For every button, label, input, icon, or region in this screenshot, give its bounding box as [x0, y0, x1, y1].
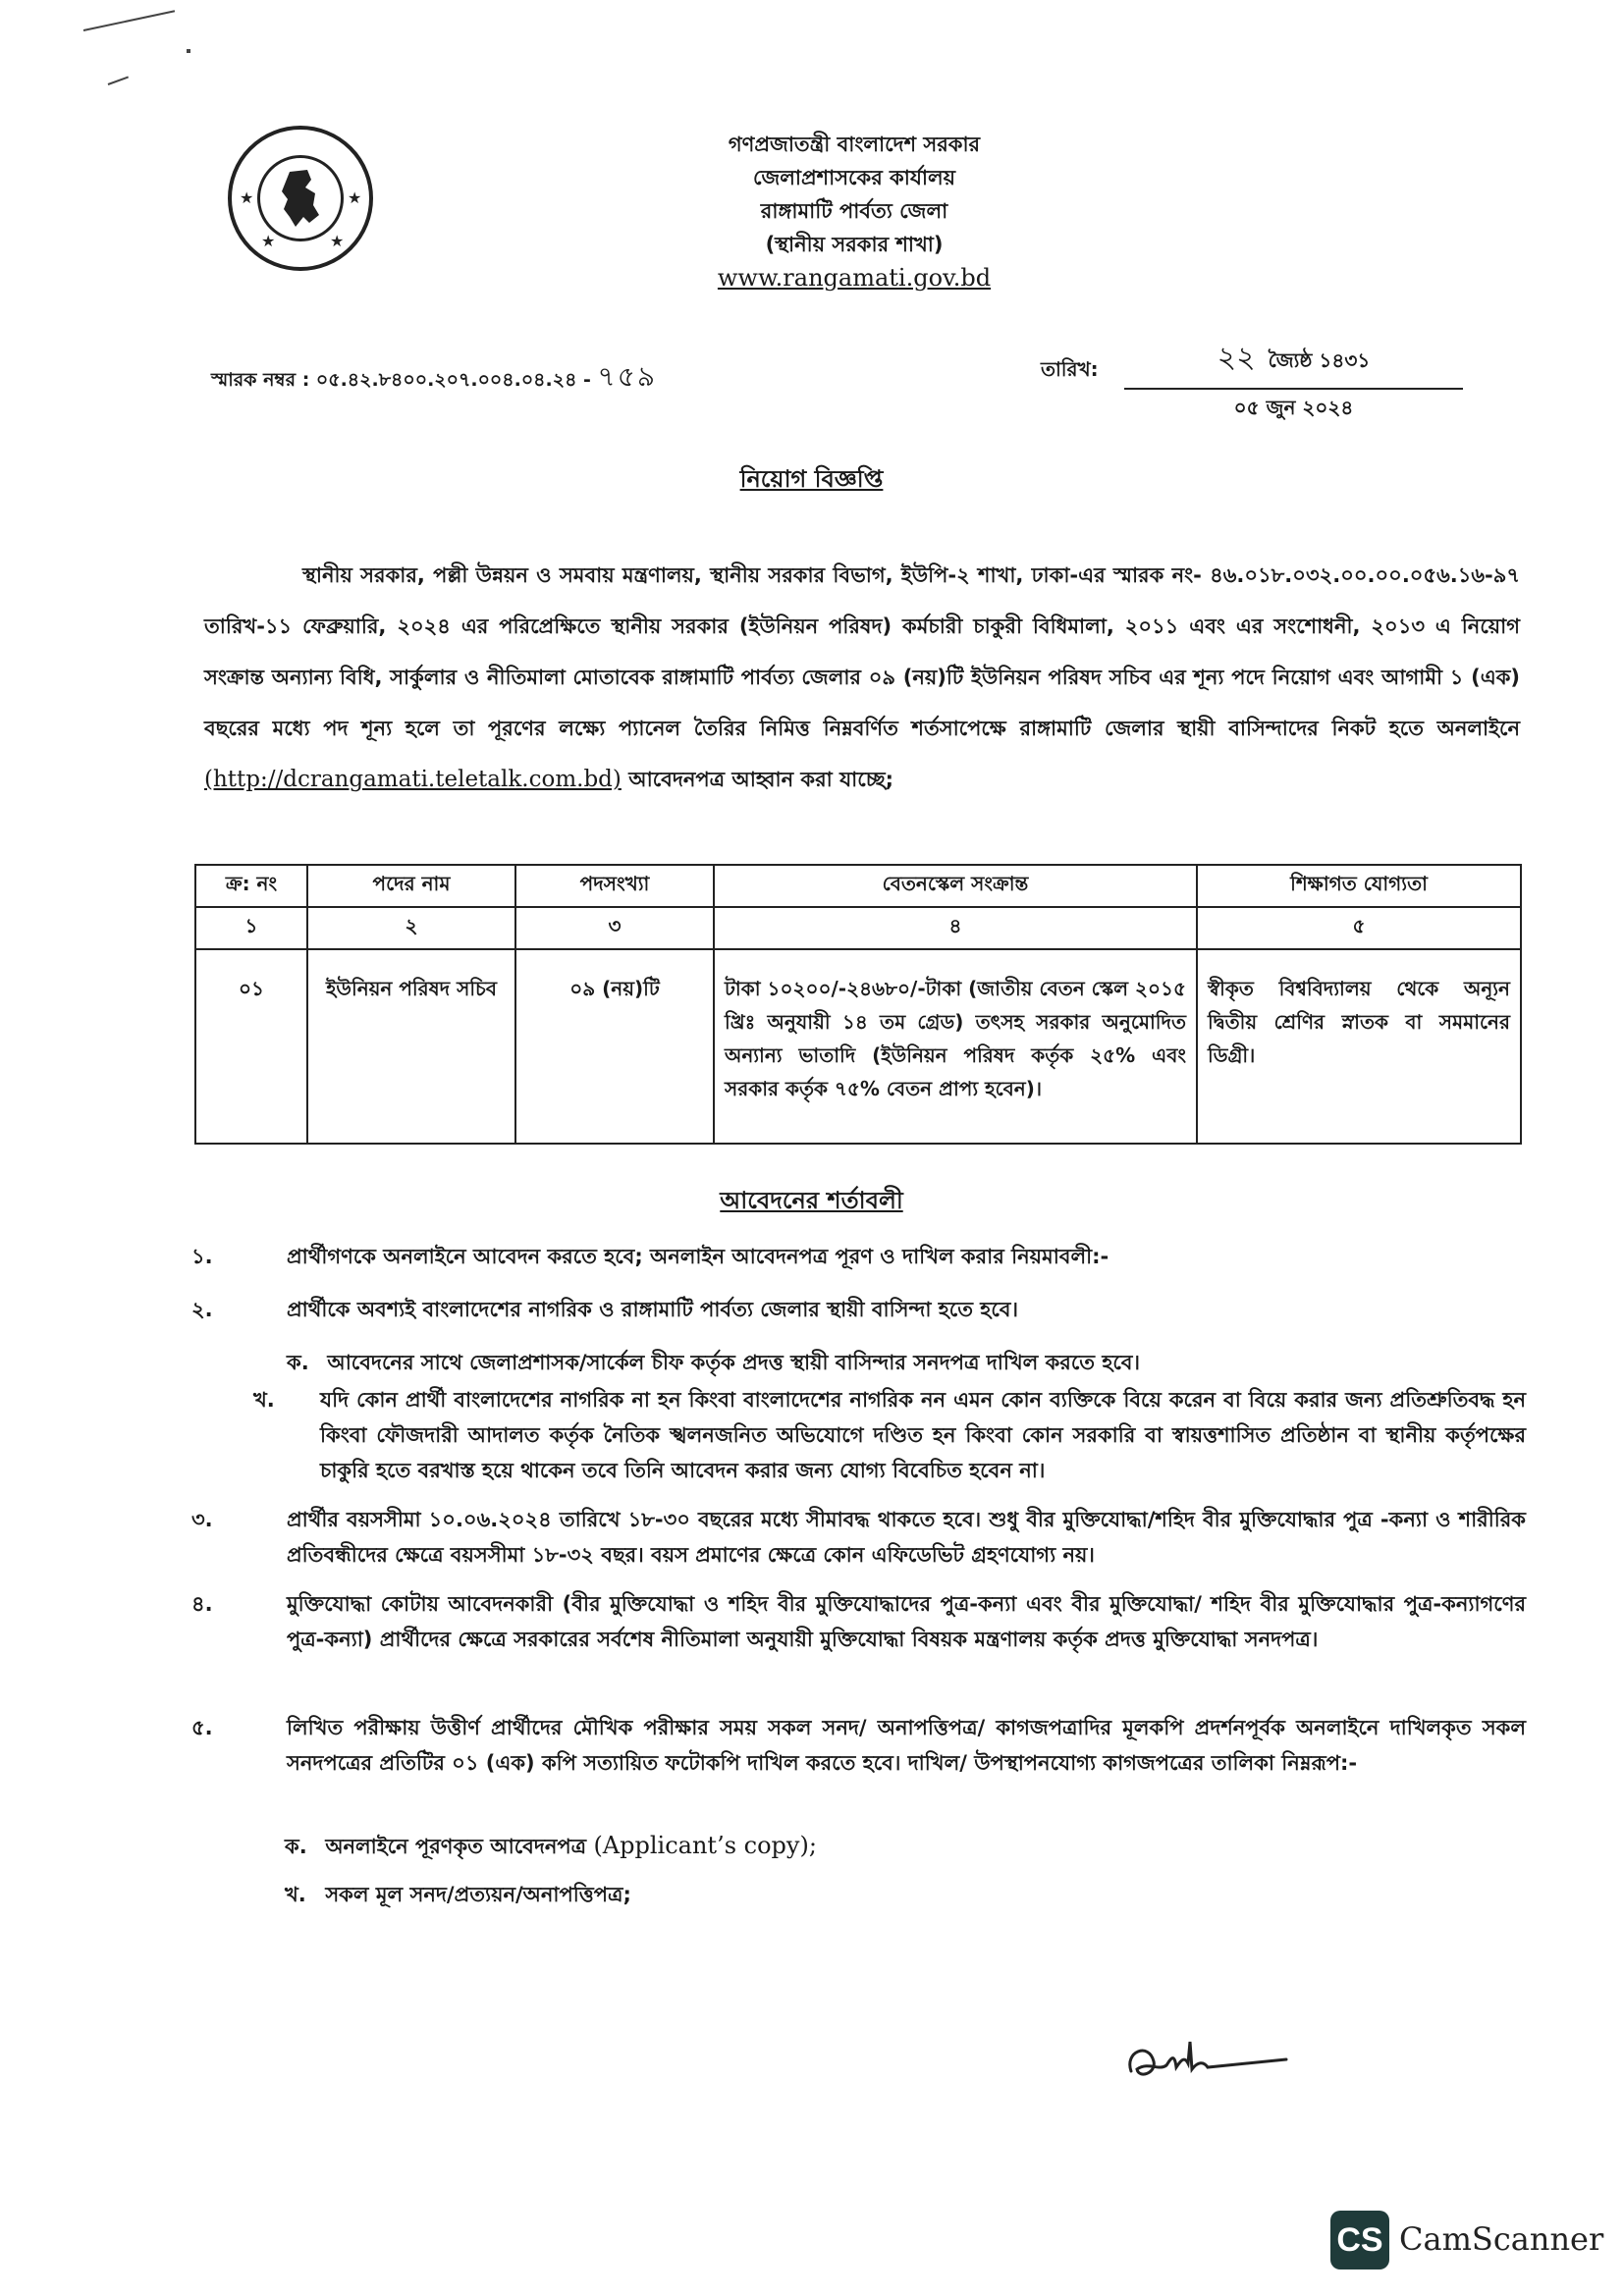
cell-salary: টাকা ১০২০০/-২৪৬৮০/-টাকা (জাতীয় বেতন স্কেল ২০১৫ খ্রিঃ অনুযায়ী ১৪ তম গ্রেড) তৎসহ সরকার অনুমোদিত অন্যান্য ভাতাদি (ইউনিয়ন পরিষদ কর্তৃক ২৫% এবং সরকার কর্তৃক ৭৫% বেতন প্রাপ্য হবেন)। [714, 949, 1197, 1144]
sub-text: সকল মূল সনদ/প্রত্যয়ন/অনাপত্তিপত্র; [325, 1883, 631, 1906]
cell-post-name: ইউনিয়ন পরিষদ সচিব [307, 949, 515, 1144]
intro-suffix: আবেদনপত্র আহ্বান করা যাচ্ছে; [628, 768, 893, 791]
sub-text: আবেদনের সাথে জেলাপ্রশাসক/সার্কেল চীফ কর্তৃক প্রদত্ত স্থায়ী বাসিন্দার সনদপত্র দাখিল করতে হবে। [327, 1351, 1140, 1374]
condition-number: ৪. [191, 1592, 213, 1616]
cell-post-count: ০৯ (নয়)টি [515, 949, 714, 1144]
header-education: শিক্ষাগত যোগ্যতা [1197, 865, 1521, 907]
sub-text: যদি কোন প্রার্থী বাংলাদেশের নাগরিক না হন কিংবা বাংলাদেশের নাগরিক নন এমন কোন ব্যক্তিকে বিয়ে করেন বা বিয়ে করার জন্য প্রতিশ্রুতিবদ্ধ হন কিংবা ফৌজদারী আদালত কর্তৃক নৈতিক স্খলনজনিত অভিযোগে দণ্ডিত হন কিংবা কোন সরকারি বা স্বায়ত্তশাসিত প্রতিষ্ঠান বা স্থানীয় কর্তৃপক্ষের চাকুরি হতে বরখাস্ত হয়ে থাকেন তবে তিনি আবেদন করার জন্য যোগ্য বিবেচিত হবেন না। [320, 1388, 1526, 1482]
sub-text: অনলাইনে পূরণকৃত আবেদনপত্র [325, 1835, 587, 1858]
condition-text: প্রার্থীগণকে অনলাইনে আবেদন করতে হবে; অনলাইন আবেদনপত্র পূরণ ও দাখিল করার নিয়মাবলী:- [287, 1245, 1109, 1268]
memo-prefix: স্মারক নম্বর : ০৫.৪২.৮৪০০.২০৭.০০৪.০৪.২৪ - [211, 369, 591, 391]
notice-title: নিয়োগ বিজ্ঞপ্তি [739, 465, 884, 493]
date-label: তারিখ: [1041, 357, 1099, 381]
sub-item [285, 1828, 1524, 1864]
header-post-count: পদসংখ্যা [515, 865, 714, 907]
condition-text: মুক্তিযোদ্ধা কোটায় আবেদনকারী (বীর মুক্তিযোদ্ধা ও শহিদ বীর মুক্তিযোদ্ধাদের পুত্র-কন্যা এবং বীর মুক্তিযোদ্ধা/ শহিদ বীর মুক্তিযোদ্ধার পুত্র-কন্যাগণের পুত্র-কন্যা) প্রার্থীদের ক্ষেত্রে সরকারের সর্বশেষ নীতিমালা অনুযায়ী মুক্তিযোদ্ধা বিষয়ক মন্ত্রণালয় কর্তৃক প্রদত্ত মুক্তিযোদ্ধা সনদপত্র। [287, 1592, 1526, 1651]
government-seal-icon [228, 126, 373, 271]
sub-label: খ. [253, 1388, 275, 1412]
scan-mark [83, 10, 175, 31]
table-header-row [195, 865, 1521, 907]
camscanner-logo-icon: CS [1330, 2211, 1389, 2269]
intro-text: স্থানীয় সরকার, পল্লী উন্নয়ন ও সমবায় মন্ত্রণালয়, স্থানীয় সরকার বিভাগ, ইউপি-২ শাখা, ঢাকা-এর স্মারক নং- ৪৬.০১৮.০৩২.০০.০০.০৫৬.১৬-৯৭ তারিখ-১১ ফেব্রুয়ারি, ২০২৪ এর পরিপ্রেক্ষিতে স্থানীয় সরকার (ইউনিয়ন পরিষদ) কর্মচারী চাকুরী বিধিমালা, ২০১১ এবং এর সংশোধনী, ২০১৩ এ নিয়োগ সংক্রান্ত অন্যান্য বিধি, সার্কুলার ও নীতিমালা মোতাবেক রাঙ্গামাটি পার্বত্য জেলার ০৯ (নয়)টি ইউনিয়ন পরিষদ সচিব এর শূন্য পদে নিয়োগ এবং আগামী ১ (এক) বছরের মধ্যে পদ শূন্য হলে তা পূরণের লক্ষ্যে প্যানেল তৈরির নিমিত্ত নিম্নবর্ণিত শর্তসাপেক্ষে রাঙ্গামাটি জেলার স্থায়ী বাসিন্দাদের নিকট হতে অনলাইনে [204, 563, 1520, 740]
sub-item [253, 1382, 1526, 1488]
condition-item [191, 1586, 1527, 1694]
star-icon: ★ [240, 188, 254, 207]
header-line-government: গণপ্রজাতন্ত্রী বাংলাদেশ সরকার [728, 133, 981, 156]
condition-item [191, 1502, 1527, 1580]
date-english-day: ০৫ [1233, 396, 1260, 419]
camscanner-text: CamScanner [1399, 2220, 1604, 2258]
conditions-title: আবেদনের শর্তাবলী [720, 1187, 903, 1214]
col-number: ১ [195, 907, 307, 949]
sub-label: খ. [285, 1883, 306, 1906]
header-salary: বেতনস্কেল সংক্রান্ত [714, 865, 1197, 907]
sub-text-english: (Applicant’s copy); [593, 1832, 817, 1859]
sub-item [287, 1345, 1526, 1380]
header-line-office: জেলাপ্রশাসকের কার্যালয় [752, 166, 956, 189]
condition-number: ৩. [191, 1508, 213, 1531]
col-number: ৫ [1197, 907, 1521, 949]
col-number: ৩ [515, 907, 714, 949]
star-icon: ★ [261, 232, 276, 250]
date-english-month: জুন ২০২৪ [1266, 396, 1354, 419]
col-number: ২ [307, 907, 515, 949]
table-row [195, 949, 1521, 1144]
star-icon: ★ [330, 232, 345, 250]
date-english [1124, 390, 1463, 426]
date-bangla [1124, 334, 1463, 390]
application-link[interactable]: (http://dcrangamati.teletalk.com.bd) [204, 767, 622, 792]
condition-text: লিখিত পরীক্ষায় উত্তীর্ণ প্রার্থীদের মৌখিক পরীক্ষার সময় সকল সনদ/ অনাপত্তিপত্র/ কাগজপত্রাদির মূলকপি প্রদর্শনপূর্বক অনলাইনে দাখিলকৃত সকল সনদপত্রের প্রতিটির ০১ (এক) কপি সত্যায়িত ফটোকপি দাখিল করতে হবে। দাখিল/ উপস্থাপনযোগ্য কাগজপত্রের তালিকা নিম্নরূপ:- [287, 1716, 1526, 1775]
col-number: ৪ [714, 907, 1197, 949]
date-bangla-day: ২২ [1217, 341, 1256, 375]
condition-item [191, 1292, 1527, 1331]
posts-table [194, 864, 1522, 1145]
sub-label: ক. [285, 1835, 307, 1858]
condition-item [191, 1710, 1527, 1818]
memo-handwritten-number: ৭৫৯ [597, 360, 658, 393]
star-icon: ★ [348, 188, 362, 207]
header-line-branch: (স্থানীয় সরকার শাখা) [765, 233, 944, 256]
condition-item [191, 1239, 1527, 1278]
condition-number: ২. [191, 1298, 213, 1321]
condition-number: ৫. [191, 1716, 213, 1739]
cell-serial: ০১ [195, 949, 307, 1144]
condition-text: প্রার্থীর বয়সসীমা ১০.০৬.২০২৪ তারিখে ১৮-৩০ বছরের মধ্যে সীমাবদ্ধ থাকতে হবে। শুধু বীর মুক্তিযোদ্ধা/শহিদ বীর মুক্তিযোদ্ধার পুত্র -কন্যা ও শারীরিক প্রতিবন্ধীদের ক্ষেত্রে বয়সসীমা ১৮-৩২ বছর। বয়স প্রমাণের ক্ষেত্রে কোন এফিডেভিট গ্রহণযোগ্য নয়। [287, 1508, 1526, 1567]
letterhead [638, 128, 1070, 294]
website-link[interactable]: www.rangamati.gov.bd [717, 264, 992, 292]
intro-paragraph [204, 550, 1520, 805]
signature-icon [1119, 2032, 1296, 2091]
sub-label: ক. [287, 1351, 309, 1374]
sub-item [285, 1877, 1524, 1912]
scan-mark [187, 49, 190, 53]
memo-number [211, 355, 657, 401]
header-post-name: পদের নাম [307, 865, 515, 907]
header-serial: ক্র: নং [195, 865, 307, 907]
header-line-district: রাঙ্গামাটি পার্বত্য জেলা [760, 199, 948, 223]
condition-text: প্রার্থীকে অবশ্যই বাংলাদেশের নাগরিক ও রাঙ্গামাটি পার্বত্য জেলার স্থায়ী বাসিন্দা হতে হবে। [287, 1298, 1018, 1321]
seal-map-icon [257, 155, 344, 241]
camscanner-watermark [1330, 2211, 1615, 2269]
cell-education: স্বীকৃত বিশ্ববিদ্যালয় থেকে অন্যূন দ্বিতীয় শ্রেণির স্নাতক বা সমমানের ডিগ্রী। [1197, 949, 1521, 1144]
bangladesh-map-icon [260, 158, 341, 239]
date-block [1124, 334, 1463, 426]
scan-mark [108, 77, 129, 85]
table-number-row [195, 907, 1521, 949]
date-bangla-month: জ্যৈষ্ঠ ১৪৩১ [1268, 348, 1371, 372]
condition-number: ১. [191, 1245, 213, 1268]
